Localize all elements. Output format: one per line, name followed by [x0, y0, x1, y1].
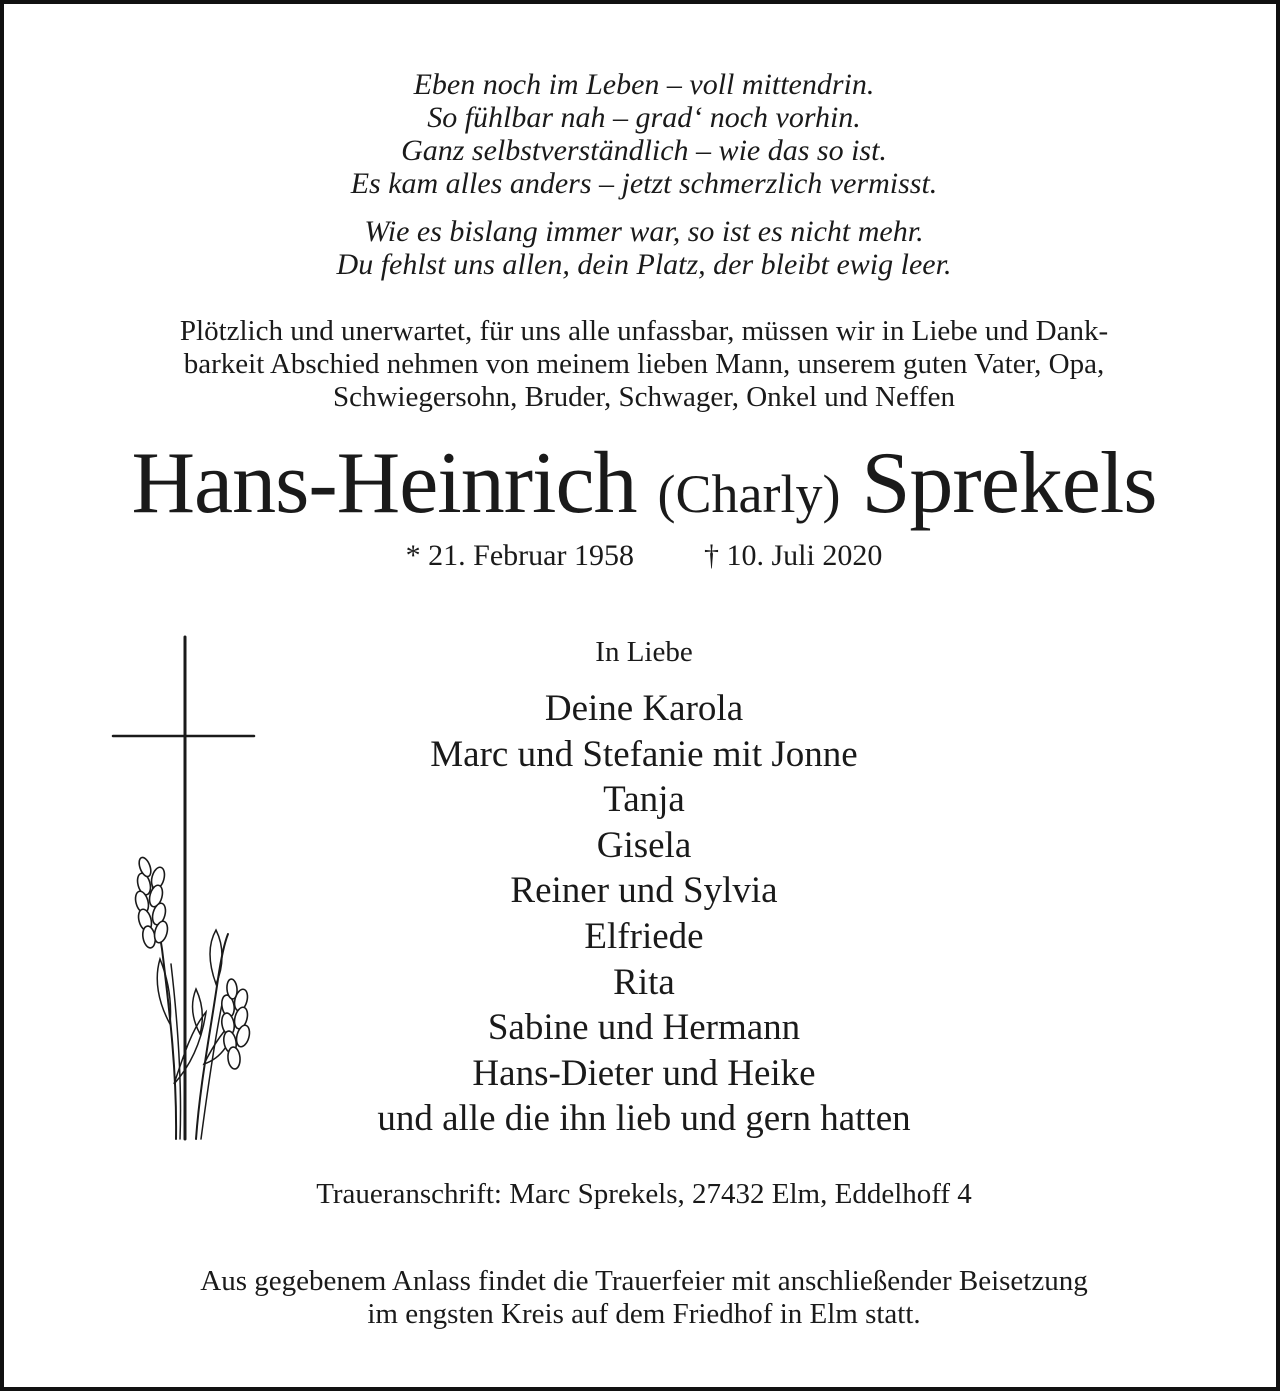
nickname: (Charly) — [657, 464, 841, 524]
note-line: Aus gegebenem Anlass findet die Trauerfeier mit anschließender Beisetzung — [200, 1265, 1088, 1297]
poem-stanza-2 — [4, 215, 1280, 281]
poem-line: So fühlbar nah – grad‘ noch vorhin. — [427, 101, 861, 134]
poem-line: Du fehlst uns allen, dein Platz, der bleibt ewig leer. — [336, 248, 952, 281]
mourner-name: Rita — [613, 961, 675, 1003]
mourner-name: und alle die ihn lieb und gern hatten — [377, 1098, 911, 1140]
mourner-name: Elfriede — [584, 915, 704, 957]
mourner-name: Hans-Dieter und Heike — [472, 1052, 816, 1094]
mourning-address: Traueranschrift: Marc Sprekels, 27432 Elm, Eddelhoff 4 — [316, 1178, 972, 1210]
funeral-note — [4, 1265, 1280, 1331]
mourner-name: Marc und Stefanie mit Jonne — [430, 733, 858, 775]
mourner-name: Reiner und Sylvia — [510, 870, 778, 912]
poem-stanza-1 — [4, 68, 1280, 200]
mourner-name: Deine Karola — [544, 688, 744, 729]
deceased-name — [4, 434, 1280, 544]
intro-text — [4, 315, 1280, 414]
mourner-name: Sabine und Hermann — [487, 1007, 801, 1049]
mourner-name: Tanja — [603, 779, 685, 821]
poem-line: Ganz selbstverständlich – wie das so ist. — [401, 134, 887, 167]
last-name: Sprekels — [861, 435, 1157, 532]
note-line: im engsten Kreis auf dem Friedhof in Elm statt. — [367, 1298, 921, 1330]
mourners-heading: In Liebe — [595, 636, 693, 668]
poem-line: Eben noch im Leben – voll mittendrin. — [413, 68, 875, 101]
mourners-list — [4, 686, 1280, 1142]
life-dates — [4, 538, 1280, 574]
intro-line: barkeit Abschied nehmen von meinem lieben Mann, unserem guten Vater, Opa, — [183, 348, 1105, 380]
poem-line: Es kam alles anders – jetzt schmerzlich vermisst. — [350, 167, 938, 200]
mourner-name: Gisela — [596, 824, 692, 866]
poem-line: Wie es bislang immer war, so ist es nicht mehr. — [364, 215, 924, 248]
intro-line: Schwiegersohn, Bruder, Schwager, Onkel und Neffen — [332, 381, 956, 413]
first-name: Hans-Heinrich — [131, 435, 637, 532]
intro-line: Plötzlich und unerwartet, für uns alle unfassbar, müssen wir in Liebe und Dank- — [179, 315, 1109, 347]
death-date: † 10. Juli 2020 — [703, 539, 883, 572]
birth-date: * 21. Februar 1958 — [405, 539, 634, 572]
